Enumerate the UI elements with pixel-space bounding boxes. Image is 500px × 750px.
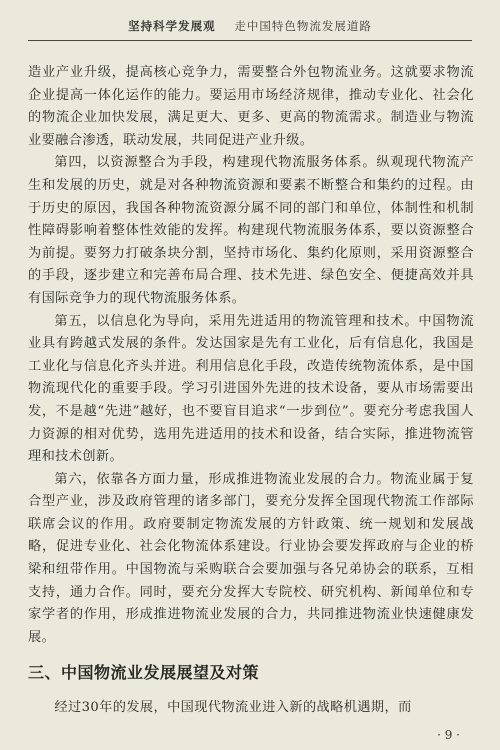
body-text <box>28 62 474 649</box>
header-rule <box>28 40 472 41</box>
section-heading: 三、中国物流业发展展望及对策 <box>28 663 260 682</box>
paragraph-point-six: 第六，依靠各方面力量，形成推进物流业发展的合力。物流业属于复合型产业，涉及政府管理的诸多部门，要充分发挥全国现代物流工作部际联席会议的作用。政府要制定物流发展的方针政策、统一规划和发展战略，促进专业化、社会化物流体系建设。行业协会要发挥政府与企业的桥梁和纽带作用。中国物流与采购联合会要加强与各兄弟协会的联系，互相支持，通力合作。同时，要充分发挥大专院校、研究机构、新闻单位和专家学者的作用，形成推进物流业发展的合力，共同推进物流业快速健康发展。 <box>28 471 474 645</box>
running-head-left: 坚持科学发展观 <box>128 19 216 33</box>
paragraph-point-five: 第五，以信息化为导向，采用先进适用的物流管理和技术。中国物流业具有跨越式发展的条件。发达国家是先有工业化，后有信息化，我国是工业化与信息化齐头并进。利用信息化手段，改造传统物流体系，是中国物流现代化的重要手段。学习引进国外先进的技术设备，要从市场需要出发，不是越“先进”越好，也不要盲目追求“一步到位”。要充分考虑我国人力资源的相对优势，选用先进适用的技术和设备，结合实际，推进物流管理和技术创新。 <box>28 313 474 465</box>
running-head <box>0 18 500 34</box>
running-head-right: 走中国特色物流发展道路 <box>234 19 372 33</box>
paragraph-continuation: 造业产业升级，提高核心竞争力，需要整合外包物流业务。这就要求物流企业提高一体化运作的能力。要运用市场经济规律，推动专业化、社会化的物流企业加快发展，满足更大、更多、更高的物流需求。制造业与物流业要融合渗透，联动发展，共同促进产业升级。 <box>28 65 474 148</box>
paragraph-section-intro: 经过30年的发展，中国现代物流业进入新的战略机遇期，而 <box>54 700 412 715</box>
paragraph-point-four: 第四，以资源整合为手段，构建现代物流服务体系。纵观现代物流产生和发展的历史，就是对各种物流资源和要素不断整合和集约的过程。由于历史的原因，我国各种物流资源分属不同的部门和单位，体制性和机制性障碍影响着整体性效能的发挥。构建现代物流服务体系，要以资源整合为前提。要努力打破条块分割，坚持市场化、集约化原则，采用资源整合的手段，逐步建立和完善布局合理、技术先进、绿色安全、便捷高效并具有国际竞争力的现代物流服务体系。 <box>28 155 474 306</box>
page-number: · 9 · <box>437 728 460 742</box>
